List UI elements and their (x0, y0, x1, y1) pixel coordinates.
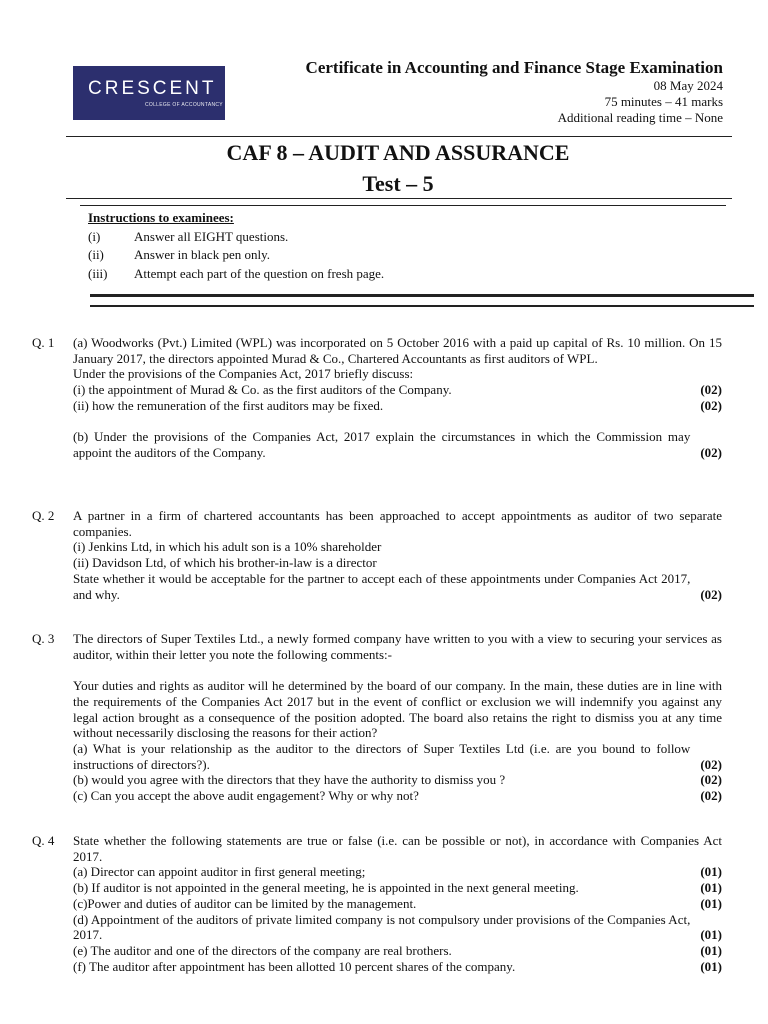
question-line (73, 741, 722, 772)
question-2 (0, 508, 768, 602)
exam-duration: 75 minutes – 41 marks (604, 94, 723, 109)
logo-subtext: COLLEGE OF ACCOUNTANCY (145, 102, 223, 108)
college-logo (73, 66, 225, 120)
question-line (73, 772, 722, 788)
question-text: (b) would you agree with the directors that they have the authority to dismiss you ? (73, 772, 506, 788)
question-text: (b) If auditor is not appointed in the general meeting, he is appointed in the next general meeting. (73, 880, 579, 896)
marks-label: (02) (700, 444, 722, 460)
paragraph-gap (73, 414, 722, 430)
instructions (88, 209, 384, 283)
question-text: A partner in a firm of chartered accountants has been approached to accept appointments as auditor of two separate companies. (73, 508, 722, 539)
marks-label: (02) (700, 772, 722, 788)
question-4 (0, 833, 768, 974)
logo-text: CRESCENT (88, 78, 217, 99)
question-1 (0, 335, 768, 461)
question-line (73, 833, 722, 864)
question-line (73, 912, 722, 943)
instruction-number: (iii) (88, 265, 108, 281)
header-divider (66, 136, 732, 137)
question-line (73, 571, 722, 602)
question-text: (i) the appointment of Murad & Co. as the first auditors of the Company. (73, 382, 452, 398)
question-line (73, 366, 722, 382)
marks-label: (01) (700, 864, 722, 880)
question-text: Under the provisions of the Companies Act, 2017 briefly discuss: (73, 366, 414, 382)
question-text: (a) What is your relationship as the auditor to the directors of Super Textiles Ltd (i.e. are you bound to follow instructions of directors?). (73, 740, 691, 772)
question-line (73, 864, 722, 880)
question-number: Q. 3 (32, 631, 55, 646)
question-text: (a) Woodworks (Pvt.) Limited (WPL) was incorporated on 5 October 2016 with a paid up capital of Rs. 10 million. On 15 January 2017, the directors appointed Murad & Co., Chartered Accountants as first auditors of WPL. (73, 335, 722, 366)
question-line (73, 555, 722, 571)
instruction-text: Answer all EIGHT questions. (134, 228, 289, 244)
question-line (73, 678, 722, 741)
exam-title: Certificate in Accounting and Finance Stage Examination (305, 58, 723, 77)
paper-subtitle: Test – 5 (362, 171, 434, 196)
question-text: (f) The auditor after appointment has been allotted 10 percent shares of the company. (73, 958, 516, 974)
marks-label: (01) (700, 927, 722, 943)
question-text: State whether it would be acceptable for the partner to accept each of these appointments under Companies Act 2017, and why. (73, 570, 691, 602)
question-line (73, 398, 722, 414)
question-text: (ii) Davidson Ltd, of which his brother-in-law is a director (73, 555, 377, 571)
marks-label: (02) (700, 788, 722, 804)
marks-label: (01) (700, 942, 722, 958)
marks-label: (02) (700, 382, 722, 398)
question-body (73, 833, 722, 974)
instructions-divider-thick (90, 294, 754, 297)
question-text: Your duties and rights as auditor will he determined by the board of our company. In the main, these duties are in line with the requirements of the Companies Act 2017 but in the event of conflict or exclusion we will indemnify you against any legal action brought as a consequence of the position adopted. The board also retains the right to dismiss you at any time without necessarily disclosing the reasons for their action? (73, 678, 722, 741)
instructions-divider-thin (90, 305, 754, 307)
question-line (73, 788, 722, 804)
question-line (73, 943, 722, 959)
question-line (73, 429, 722, 460)
question-line (73, 539, 722, 555)
question-text: (c)Power and duties of auditor can be limited by the management. (73, 895, 417, 911)
instruction-text: Attempt each part of the question on fresh page. (134, 265, 385, 281)
question-text: (ii) how the remuneration of the first auditors may be fixed. (73, 397, 384, 413)
question-body (73, 631, 722, 804)
title-divider-bottom (80, 205, 726, 206)
question-text: (e) The auditor and one of the directors of the company are real brothers. (73, 942, 452, 958)
question-body (73, 508, 722, 602)
question-number: Q. 2 (32, 508, 55, 523)
instructions-heading: Instructions to examinees: (88, 210, 234, 225)
instruction-number: (ii) (88, 247, 104, 262)
question-text: (c) Can you accept the above audit engagement? Why or why not? (73, 788, 419, 804)
question-text: The directors of Super Textiles Ltd., a newly formed company have written to you with a view to securing your services as auditor, within their letter you note the following comments:- (73, 631, 722, 662)
question-text: State whether the following statements are true or false (i.e. can be possible or not), in accordance with Companies Act 2017. (73, 833, 722, 864)
question-number: Q. 4 (32, 833, 55, 848)
question-line (73, 959, 722, 975)
paragraph-gap (73, 662, 722, 678)
marks-label: (02) (700, 586, 722, 602)
question-line (73, 880, 722, 896)
question-text: (a) Director can appoint auditor in first general meeting; (73, 864, 366, 880)
exam-header (306, 58, 723, 126)
question-line (73, 382, 722, 398)
marks-label: (01) (700, 895, 722, 911)
exam-date: 08 May 2024 (653, 78, 723, 93)
question-text: (b) Under the provisions of the Companies Act, 2017 explain the circumstances in which the Commission may appoint the auditors of the Company. (73, 429, 691, 460)
question-3 (0, 631, 768, 804)
marks-label: (02) (700, 756, 722, 772)
instruction-item (88, 265, 384, 284)
paper-title: CAF 8 – AUDIT AND ASSURANCE (226, 140, 570, 165)
question-line (73, 631, 722, 662)
question-number: Q. 1 (32, 335, 55, 350)
question-line (73, 508, 722, 539)
question-text: (d) Appointment of the auditors of private limited company is not compulsory under provisions of the Companies Act, 2017. (73, 911, 691, 943)
instruction-item (88, 228, 384, 247)
marks-label: (01) (700, 880, 722, 896)
marks-label: (01) (700, 958, 722, 974)
marks-label: (02) (700, 397, 722, 413)
instruction-item (88, 246, 384, 265)
question-text: (i) Jenkins Ltd, in which his adult son is a 10% shareholder (73, 539, 382, 555)
question-body (73, 335, 722, 461)
question-line (73, 896, 722, 912)
reading-time: Additional reading time – None (557, 110, 723, 125)
instruction-number: (i) (88, 228, 101, 244)
title-divider-top (66, 198, 732, 199)
instruction-text: Answer in black pen only. (134, 247, 270, 262)
question-line (73, 335, 722, 366)
